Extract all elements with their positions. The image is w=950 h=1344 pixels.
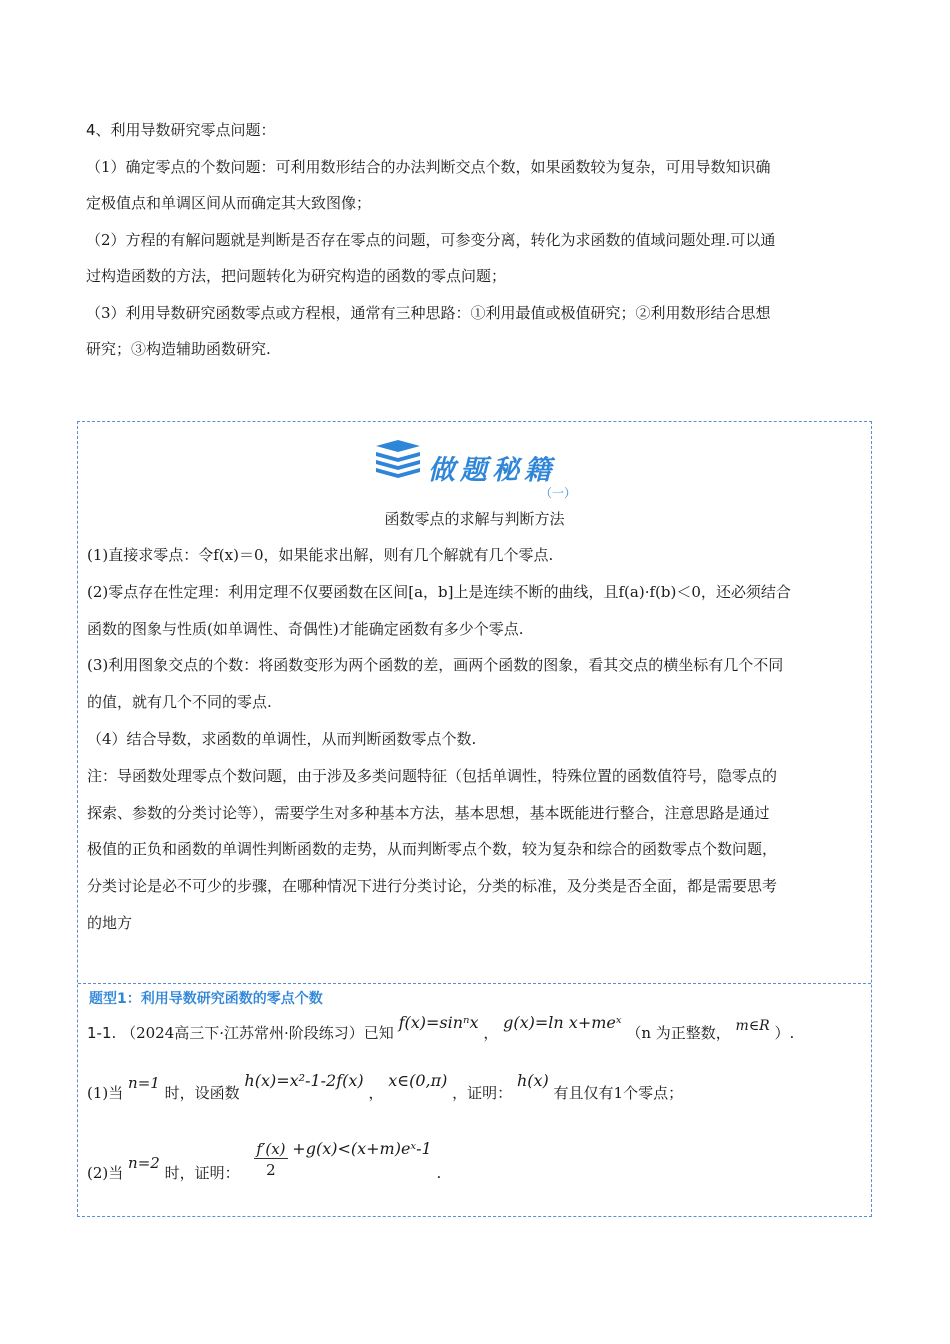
book-stack-icon [374,438,422,482]
method-4: （4）结合导数，求函数的单调性，从而判断函数零点个数. [87,729,477,748]
method-3-line-2: 的值，就有几个不同的零点. [87,693,272,712]
note-line-1: 注：导函数处理零点个数问题，由于涉及多类问题特征（包括单调性，特殊位置的函数值符号，隐零点的 [87,766,778,785]
sub-question-1-text-c: 有且仅有1个零点； [553,1084,684,1102]
question-source: （2024高三下·江苏常州·阶段练习）已知 [121,1024,394,1042]
sub-question-2-text: 时，证明： [164,1164,240,1182]
question-end: ）. [774,1024,795,1042]
intro-item-3-line-1: （3）利用导数研究函数零点或方程根，通常有三种思路：①利用最值或极值研究；②利用数形结合思想 [86,303,771,322]
note-line-5: 的地方 [87,913,133,932]
intro-item-1-line-2: 定极值点和单调区间从而确定其大致图像； [86,194,372,212]
note-line-2: 探索、参数的分类讨论等），需要学生对多种基本方法，基本思想，基本既能进行整合，注意思路是通过 [87,803,770,822]
note-line-4: 分类讨论是必不可少的步骤，在哪种情况下进行分类讨论，分类的标准，及分类是否全面，都是需要思考 [87,877,778,896]
question-type-title: 题型1：利用导数研究函数的零点个数 [89,991,323,1007]
fraction-numerator: f′(x) [256,1140,286,1158]
intro-item-2-line-2: 过构造函数的方法，把问题转化为研究构造的函数的零点问题； [86,267,507,285]
badge-title: 做题秘籍 [428,455,556,486]
badge-subtitle: （一） [540,486,577,500]
inequality-rest: +g(x)<(x+m)eˣ-1 [292,1139,432,1158]
sub-question-1-text-b: ，证明： [452,1084,513,1102]
intro-item-1-line-1: （1）确定零点的个数问题：可利用数形结合的办法判断交点个数，如果函数较为复杂，可用导数知识确 [86,157,771,176]
sub-question-1-text-a: 时，设函数 [164,1084,240,1102]
note-line-3: 极值的正负和函数的单调性判断函数的走势，从而判断零点个数，较为复杂和综合的函数零点个数问题， [87,840,778,859]
sub-question-2 [87,1139,442,1182]
domain-interval: x∈(0,π) [388,1071,448,1090]
intro-item-3-line-2: 研究；③构造辅助函数研究. [86,340,271,358]
method-1: (1)直接求零点：令f(x)＝0，如果能求出解，则有几个解就有几个零点. [87,546,554,564]
fraction [254,1140,287,1179]
method-3-line-1: (3)利用图象交点的个数：将函数变形为两个函数的差，画两个函数的图象，看其交点的横坐标有几个不同 [87,656,784,675]
tips-box [77,421,872,1217]
sub-question-1-prefix: (1)当 [87,1084,124,1102]
m-condition: m∈R [735,1018,770,1034]
g-definition: g(x)=ln x+meˣ [503,1013,622,1032]
tips-body [87,537,867,942]
intro-section [86,112,876,368]
sub-question-2-n: n=2 [128,1154,160,1172]
tips-badge [374,438,584,500]
intro-item-2-line-1: （2）方程的有解问题就是判断是否存在零点的问题，可参变分离，转化为求函数的值域问题处理.可以通 [86,230,776,249]
sub-question-1-n: n=1 [128,1074,160,1092]
sub-question-1: (1)当 n=1 时，设函数 h(x)=x²-1-2f(x) ， x∈(0,π) ，证明： h(x) 有且仅有1个零点； [87,1071,684,1102]
question-condition: （n 为正整数， [626,1024,731,1042]
fraction-denominator: 2 [266,1161,276,1179]
h-function: h(x) [516,1071,549,1090]
sub-question-2-end: . [436,1164,442,1182]
sub-question-2-prefix: (2)当 [87,1164,124,1182]
method-2-line-2: 函数的图象与性质(如单调性、奇偶性)才能确定函数有多少个零点. [87,619,524,638]
intro-heading: 4、利用导数研究零点问题： [86,121,276,139]
h-definition: h(x)=x²-1-2f(x) [244,1071,364,1090]
question-label: 1-1. [87,1024,117,1042]
question-stem: 1-1. （2024高三下·江苏常州·阶段练习）已知 f(x)=sinⁿx ， g(x)=ln x+meˣ （n 为正整数， m∈R ）. [87,1013,795,1042]
section-divider [78,983,871,984]
method-2-line-1: (2)零点存在性定理：利用定理不仅要函数在区间[a，b]上是连续不断的曲线，且f(a)·f(b)＜0，还必须结合 [87,582,791,601]
section-title: 函数零点的求解与判断方法 [384,510,565,528]
f-definition: f(x)=sinⁿx [398,1013,479,1032]
